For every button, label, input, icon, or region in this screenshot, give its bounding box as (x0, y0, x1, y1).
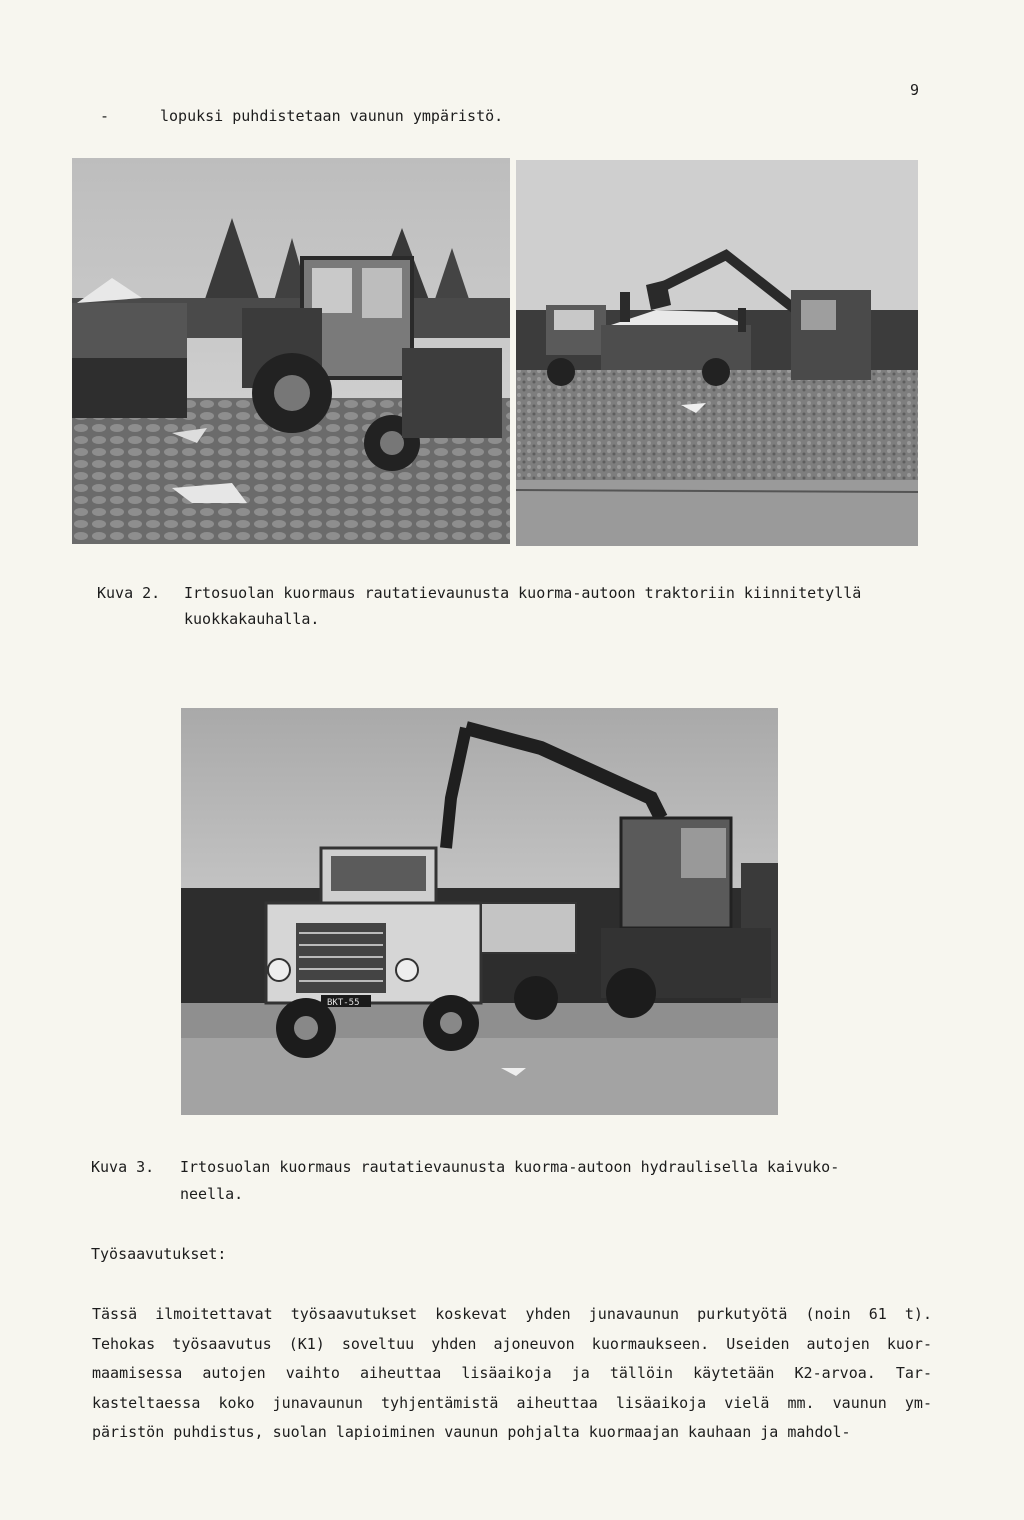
section-line: maamisessa autojen vaihto aiheuttaa lisäaikoja ja tällöin käytetään K2-arvoa. Tar- (92, 1364, 932, 1382)
photo-tractor-loading (72, 158, 510, 544)
figure3-caption-line2: neella. (180, 1185, 244, 1203)
section-body (92, 1300, 932, 1448)
figure2-caption-line2: kuokkakauhalla. (184, 610, 320, 628)
photo-truck-excavator (181, 708, 778, 1115)
bullet-dash: - (100, 107, 110, 125)
section-heading: Työsaavutukset: (91, 1245, 227, 1263)
figure2-label: Kuva 2. (97, 584, 161, 602)
page-number: 9 (910, 81, 920, 99)
bullet-text: lopuksi puhdistetaan vaunun ympäristö. (160, 107, 504, 125)
section-line: Tässä ilmoitettavat työsaavutukset koskevat yhden junavaunun purkutyötä (noin 61 t). (92, 1305, 932, 1323)
figure2-caption-line1: Irtosuolan kuormaus rautatievaunusta kuorma-autoon traktoriin kiinnitetyllä (184, 584, 862, 602)
license-plate: BKT-55 (327, 998, 360, 1008)
photo-excavator-wide (516, 160, 918, 546)
section-line: päristön puhdistus, suolan lapioiminen vaunun pohjalta kuormaajan kauhaan ja mahdol- (92, 1423, 851, 1441)
figure3-caption-line1: Irtosuolan kuormaus rautatievaunusta kuorma-autoon hydraulisella kaivuko- (180, 1158, 840, 1176)
figure3-label: Kuva 3. (91, 1158, 155, 1176)
section-line: Tehokas työsaavutus (K1) soveltuu yhden ajoneuvon kuormaukseen. Useiden autojen kuor- (92, 1334, 932, 1353)
section-line: kasteltaessa koko junavaunun tyhjentämistä aiheuttaa lisäaikoja vielä mm. vaunun ym- (92, 1393, 932, 1412)
